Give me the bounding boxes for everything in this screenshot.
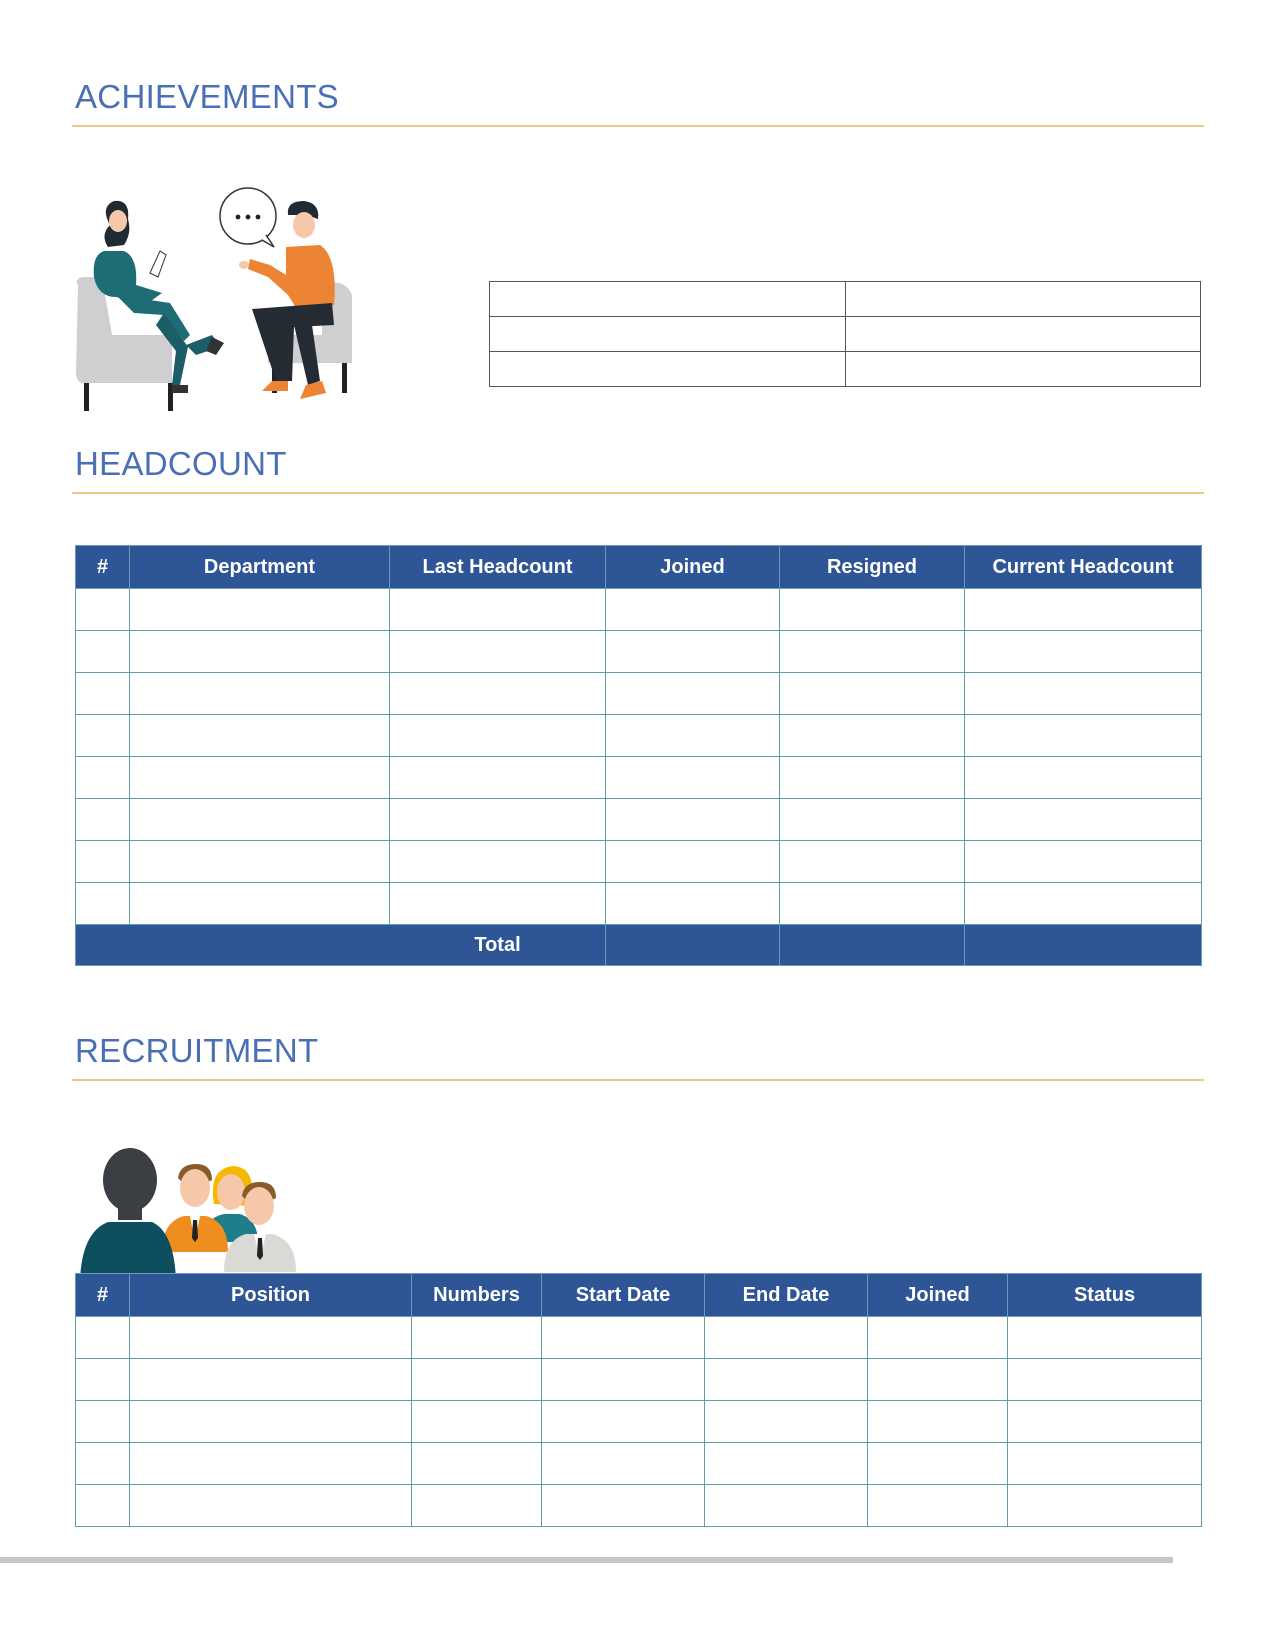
table-cell[interactable]	[845, 352, 1201, 387]
column-header-numbers: Numbers	[412, 1274, 542, 1317]
table-cell[interactable]	[1008, 1443, 1202, 1485]
table-row	[76, 1485, 1202, 1527]
table-cell[interactable]	[76, 757, 130, 799]
table-cell[interactable]	[130, 1359, 412, 1401]
column-header-last-headcount: Last Headcount	[390, 546, 606, 589]
table-cell[interactable]	[965, 715, 1202, 757]
column-header-joined: Joined	[868, 1274, 1008, 1317]
table-cell[interactable]	[542, 1485, 705, 1527]
table-cell[interactable]	[780, 631, 965, 673]
table-cell[interactable]	[130, 589, 390, 631]
table-cell[interactable]	[606, 841, 780, 883]
table-cell[interactable]	[130, 799, 390, 841]
table-cell[interactable]	[965, 631, 1202, 673]
total-row	[76, 925, 1202, 966]
table-cell[interactable]	[76, 841, 130, 883]
column-header-department: Department	[130, 546, 390, 589]
table-cell[interactable]	[390, 799, 606, 841]
column-header-status: Status	[1008, 1274, 1202, 1317]
table-row	[76, 1317, 1202, 1359]
table-cell[interactable]	[130, 715, 390, 757]
table-cell[interactable]	[130, 1401, 412, 1443]
table-cell[interactable]	[1008, 1485, 1202, 1527]
column-header-current-headcount: Current Headcount	[965, 546, 1202, 589]
table-cell[interactable]	[390, 631, 606, 673]
headcount-divider	[72, 492, 1204, 494]
interview-illustration	[72, 185, 372, 425]
table-cell[interactable]	[780, 883, 965, 925]
table-cell[interactable]	[130, 1485, 412, 1527]
table-cell[interactable]	[606, 673, 780, 715]
table-row	[76, 589, 1202, 631]
table-cell[interactable]	[606, 799, 780, 841]
table-cell[interactable]	[390, 715, 606, 757]
table-cell[interactable]	[130, 1317, 412, 1359]
table-cell[interactable]	[130, 841, 390, 883]
table-cell[interactable]	[845, 317, 1201, 352]
table-cell[interactable]	[845, 282, 1201, 317]
table-row	[76, 841, 1202, 883]
table-cell[interactable]	[76, 1401, 130, 1443]
table-cell[interactable]	[76, 1443, 130, 1485]
table-cell[interactable]	[965, 589, 1202, 631]
table-cell[interactable]	[705, 1443, 868, 1485]
column-header-number: #	[76, 546, 130, 589]
table-cell[interactable]	[76, 715, 130, 757]
table-cell[interactable]	[76, 1359, 130, 1401]
table-cell[interactable]	[780, 673, 965, 715]
table-cell[interactable]	[705, 1401, 868, 1443]
total-joined-cell[interactable]	[606, 925, 780, 966]
table-cell[interactable]	[390, 883, 606, 925]
table-cell[interactable]	[390, 673, 606, 715]
speech-bubble-icon	[220, 188, 276, 247]
recruitment-table	[75, 1273, 1202, 1527]
table-row	[76, 883, 1202, 925]
table-cell[interactable]	[130, 757, 390, 799]
table-cell[interactable]	[1008, 1401, 1202, 1443]
interviewer-icon	[80, 1148, 176, 1280]
table-header-row	[76, 1274, 1202, 1317]
table-cell[interactable]	[965, 841, 1202, 883]
table-header-row	[76, 546, 1202, 589]
table-row	[490, 282, 1201, 317]
table-cell[interactable]	[868, 1317, 1008, 1359]
table-cell[interactable]	[76, 799, 130, 841]
table-cell[interactable]	[76, 1317, 130, 1359]
table-cell[interactable]	[1008, 1359, 1202, 1401]
table-row	[76, 673, 1202, 715]
column-header-number: #	[76, 1274, 130, 1317]
table-cell[interactable]	[130, 1443, 412, 1485]
table-cell[interactable]	[76, 1485, 130, 1527]
table-cell[interactable]	[490, 352, 846, 387]
table-cell[interactable]	[412, 1359, 542, 1401]
table-row	[490, 317, 1201, 352]
recruitment-title: RECRUITMENT	[75, 1032, 319, 1069]
total-spacer	[76, 925, 390, 966]
table-cell[interactable]	[390, 757, 606, 799]
headcount-table	[75, 545, 1202, 966]
column-header-resigned: Resigned	[780, 546, 965, 589]
table-cell[interactable]	[965, 757, 1202, 799]
table-row	[76, 1443, 1202, 1485]
table-cell[interactable]	[412, 1485, 542, 1527]
table-cell[interactable]	[490, 282, 846, 317]
total-label: Total	[390, 925, 606, 966]
table-cell[interactable]	[542, 1317, 705, 1359]
table-cell[interactable]	[542, 1443, 705, 1485]
recruitment-divider	[72, 1079, 1204, 1081]
table-cell[interactable]	[780, 841, 965, 883]
table-cell[interactable]	[412, 1443, 542, 1485]
column-header-position: Position	[130, 1274, 412, 1317]
table-cell[interactable]	[780, 799, 965, 841]
table-cell[interactable]	[412, 1401, 542, 1443]
table-cell[interactable]	[606, 589, 780, 631]
table-cell[interactable]	[780, 715, 965, 757]
table-cell[interactable]	[705, 1485, 868, 1527]
table-cell[interactable]	[705, 1317, 868, 1359]
table-row	[76, 1401, 1202, 1443]
table-cell[interactable]	[606, 883, 780, 925]
table-cell[interactable]	[965, 799, 1202, 841]
table-cell[interactable]	[76, 883, 130, 925]
table-cell[interactable]	[76, 589, 130, 631]
table-cell[interactable]	[390, 841, 606, 883]
table-row	[76, 757, 1202, 799]
achievements-table	[489, 281, 1201, 387]
table-cell[interactable]	[868, 1401, 1008, 1443]
table-cell[interactable]	[130, 631, 390, 673]
table-cell[interactable]	[965, 673, 1202, 715]
achievements-title: ACHIEVEMENTS	[75, 78, 339, 115]
table-cell[interactable]	[130, 673, 390, 715]
recruitment-team-illustration	[78, 1142, 306, 1280]
table-row	[490, 352, 1201, 387]
footer-divider	[0, 1557, 1173, 1563]
table-cell[interactable]	[606, 631, 780, 673]
table-cell[interactable]	[780, 589, 965, 631]
table-row	[76, 799, 1202, 841]
table-cell[interactable]	[965, 883, 1202, 925]
table-cell[interactable]	[130, 883, 390, 925]
table-cell[interactable]	[1008, 1317, 1202, 1359]
table-cell[interactable]	[390, 589, 606, 631]
table-cell[interactable]	[868, 1359, 1008, 1401]
table-cell[interactable]	[76, 673, 130, 715]
table-cell[interactable]	[606, 757, 780, 799]
column-header-end-date: End Date	[705, 1274, 868, 1317]
total-resigned-cell[interactable]	[780, 925, 965, 966]
table-cell[interactable]	[542, 1401, 705, 1443]
table-cell[interactable]	[542, 1359, 705, 1401]
table-cell[interactable]	[868, 1443, 1008, 1485]
column-header-start-date: Start Date	[542, 1274, 705, 1317]
table-cell[interactable]	[412, 1317, 542, 1359]
table-row	[76, 715, 1202, 757]
column-header-joined: Joined	[606, 546, 780, 589]
table-cell[interactable]	[490, 317, 846, 352]
table-row	[76, 631, 1202, 673]
table-cell[interactable]	[868, 1485, 1008, 1527]
table-cell[interactable]	[780, 757, 965, 799]
headcount-title: HEADCOUNT	[75, 445, 287, 482]
table-cell[interactable]	[606, 715, 780, 757]
table-cell[interactable]	[705, 1359, 868, 1401]
achievements-divider	[72, 125, 1204, 127]
table-cell[interactable]	[76, 631, 130, 673]
table-row	[76, 1359, 1202, 1401]
total-current-cell[interactable]	[965, 925, 1202, 966]
